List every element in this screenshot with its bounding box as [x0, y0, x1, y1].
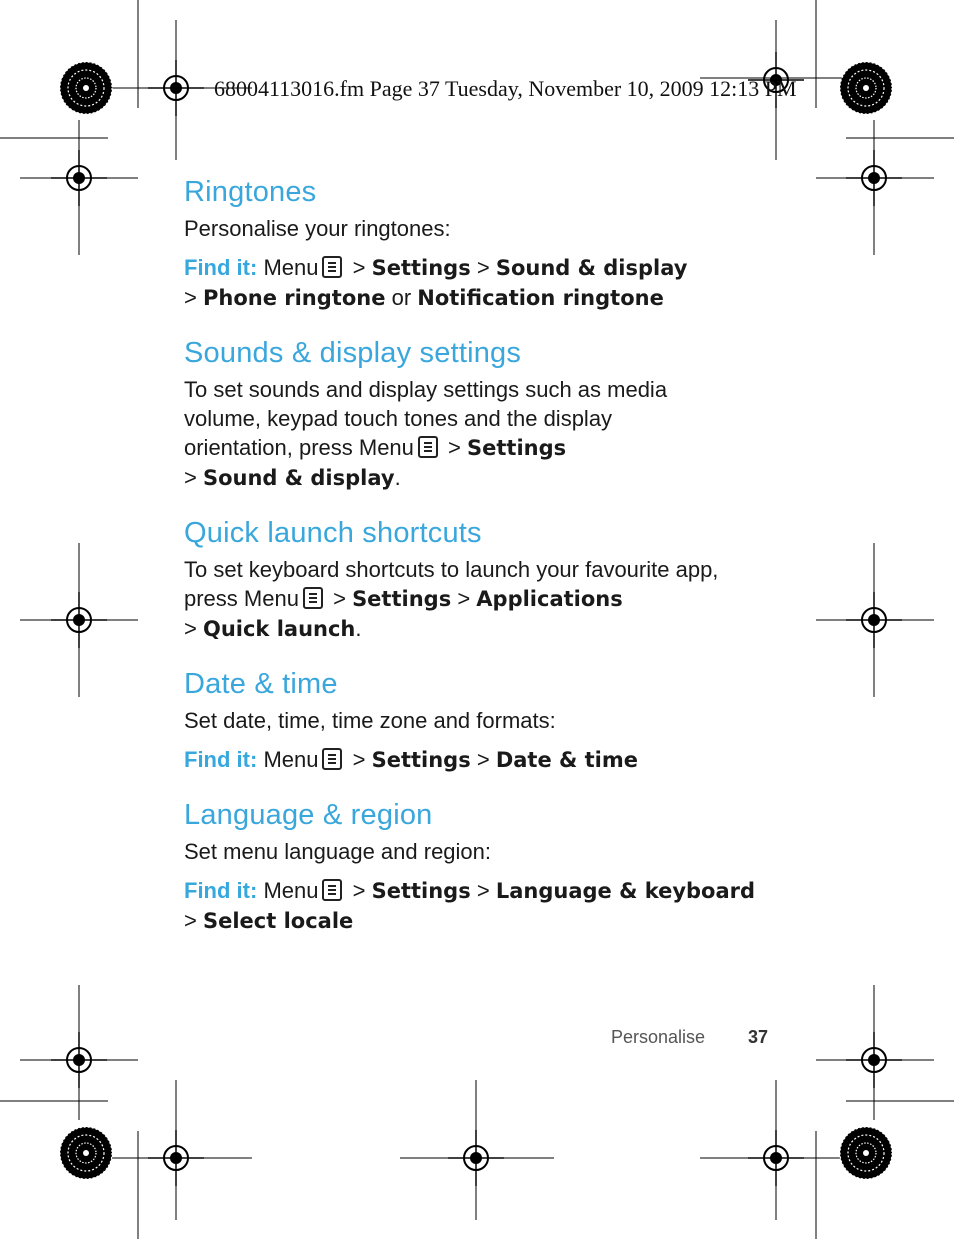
find-it-label: Find it:: [184, 255, 258, 280]
path-separator: >: [448, 435, 461, 460]
sounds-line-3: orientation, press Menu: [184, 435, 414, 460]
path-date-time: Date & time: [495, 748, 639, 772]
section-date-time: [184, 662, 784, 775]
sounds-line-1: To set sounds and display settings such as media: [184, 377, 668, 402]
section-language-region: [184, 793, 784, 936]
find-it-label: Find it:: [184, 878, 258, 903]
path-separator: >: [184, 616, 197, 641]
path-separator: >: [333, 586, 346, 611]
menu-key-icon: [322, 879, 342, 901]
path-notification-ringtone: Notification ringtone: [417, 286, 664, 310]
date-time-intro: Set date, time, time zone and formats:: [184, 708, 556, 733]
menu-key-icon: [418, 436, 438, 458]
section-ringtones: [184, 170, 784, 313]
language-heading: Language & region: [184, 799, 433, 831]
path-sound-display: Sound & display: [495, 256, 688, 280]
path-separator: >: [184, 908, 197, 933]
path-quick-launch: Quick launch: [202, 617, 356, 641]
footer-section-name: Personalise: [611, 1027, 706, 1047]
path-sound-display: Sound & display: [202, 466, 395, 490]
menu-text: Menu: [263, 747, 319, 772]
sounds-heading: Sounds & display settings: [184, 337, 522, 369]
path-separator: >: [184, 285, 197, 310]
path-applications: Applications: [476, 587, 623, 611]
path-settings: Settings: [371, 256, 471, 280]
menu-text: Menu: [263, 255, 319, 280]
path-select-locale: Select locale: [202, 909, 354, 933]
quick-launch-body: [184, 555, 784, 644]
path-settings: Settings: [467, 436, 567, 460]
quick-line-2: press Menu: [184, 586, 299, 611]
ringtones-intro: Personalise your ringtones:: [184, 216, 451, 241]
menu-text: Menu: [263, 878, 319, 903]
path-separator: >: [457, 586, 471, 611]
quick-launch-heading: Quick launch shortcuts: [184, 517, 482, 549]
date-time-heading: Date & time: [184, 668, 338, 700]
print-slug: 68004113016.fm Page 37 Tuesday, November 10, 2009 12:13 PM: [214, 76, 797, 101]
sounds-body: [184, 375, 784, 493]
date-time-path: [184, 745, 784, 775]
section-quick-launch: [184, 511, 784, 644]
quick-line-1: To set keyboard shortcuts to launch your favourite app,: [184, 557, 719, 582]
ringtones-path: [184, 253, 784, 313]
path-phone-ringtone: Phone ringtone: [202, 286, 386, 310]
path-settings: Settings: [371, 879, 471, 903]
path-separator: >: [476, 747, 490, 772]
ringtones-heading: Ringtones: [184, 176, 317, 208]
path-or: or: [391, 285, 412, 310]
menu-key-icon: [322, 256, 342, 278]
path-separator: >: [352, 255, 366, 280]
path-language-keyboard: Language & keyboard: [495, 879, 756, 903]
page-number: 37: [748, 1027, 769, 1047]
menu-key-icon: [303, 587, 323, 609]
page-content: [184, 170, 784, 954]
sounds-line-2: volume, keypad touch tones and the display: [184, 406, 613, 431]
language-intro: Set menu language and region:: [184, 839, 492, 864]
menu-key-icon: [322, 748, 342, 770]
path-separator: >: [476, 878, 490, 903]
path-settings: Settings: [352, 587, 452, 611]
find-it-label: Find it:: [184, 747, 258, 772]
path-settings: Settings: [371, 748, 471, 772]
path-separator: >: [184, 465, 197, 490]
path-separator: >: [352, 878, 366, 903]
section-sounds-display: [184, 331, 784, 493]
sentence-end: .: [394, 465, 401, 490]
language-path: [184, 876, 784, 936]
path-separator: >: [352, 747, 366, 772]
sentence-end: .: [355, 616, 362, 641]
path-separator: >: [476, 255, 490, 280]
